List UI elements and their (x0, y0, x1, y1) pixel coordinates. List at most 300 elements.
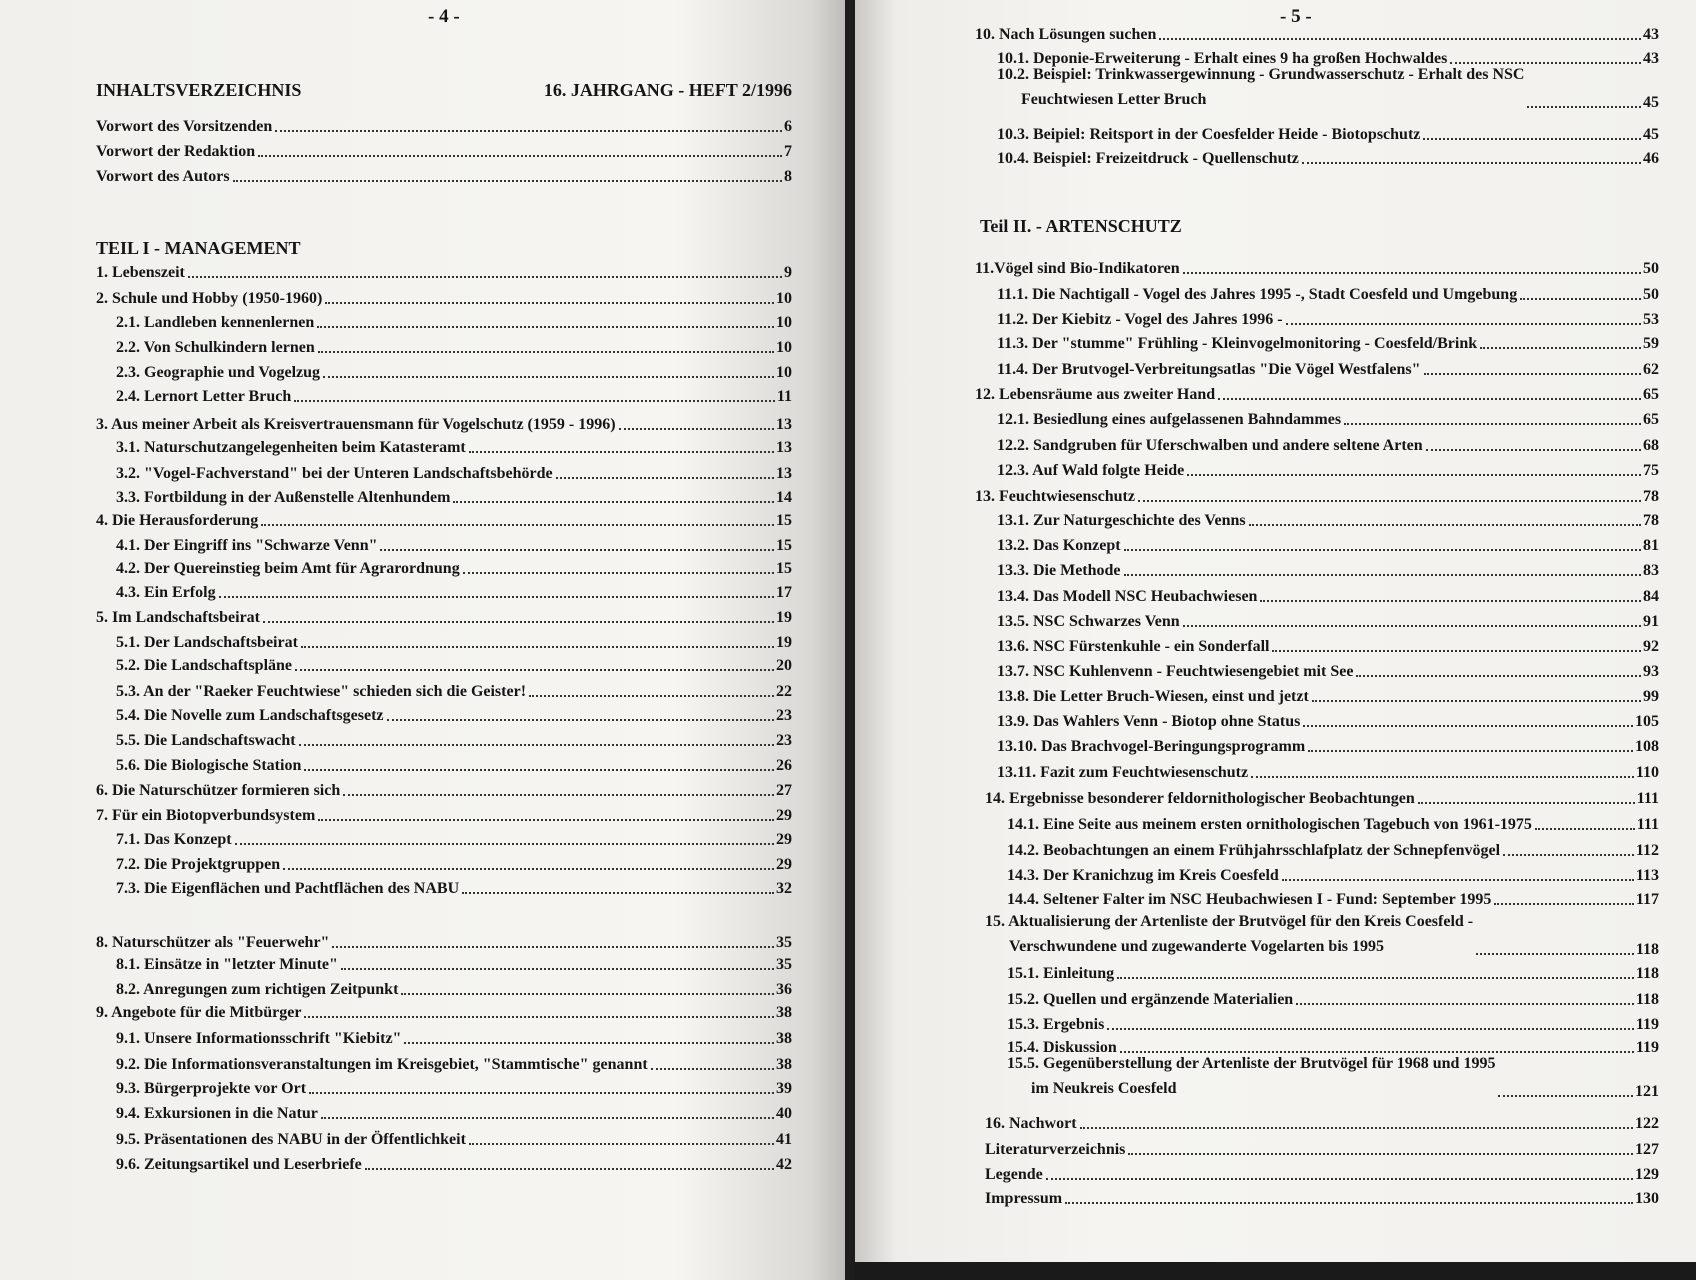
toc-entry-page: 78 (1643, 488, 1659, 505)
toc-entry (975, 607, 1659, 631)
toc-entry (96, 483, 792, 507)
toc-entry (975, 531, 1659, 555)
toc-dot-leader (1128, 1153, 1633, 1155)
toc-entry-page: 84 (1643, 588, 1659, 605)
toc-entry-title: 13.2. Das Konzept (997, 537, 1121, 554)
toc-entry-page: 40 (776, 1105, 792, 1122)
toc-entry-title: 11.Vögel sind Bio-Indikatoren (975, 260, 1180, 277)
toc-entry-page: 13 (776, 439, 792, 456)
toc-entry-page: 38 (776, 1004, 792, 1021)
toc-entry (975, 305, 1659, 329)
toc-entry-title: Legende (985, 1166, 1043, 1183)
toc-dot-leader (318, 819, 774, 821)
toc-entry (96, 850, 792, 874)
toc-entry-page: 46 (1643, 150, 1659, 167)
toc-entry-page: 27 (776, 782, 792, 799)
toc-entry-page: 68 (1643, 437, 1659, 454)
toc-entry (96, 1024, 792, 1048)
toc-dot-leader (1308, 750, 1633, 752)
toc-entry (975, 861, 1659, 885)
toc-entry-title: Vorwort der Redaktion (96, 143, 256, 160)
toc-entry-title: 13.9. Das Wahlers Venn - Biotop ohne Status (997, 713, 1301, 730)
toc-entry-title: 13.4. Das Modell NSC Heubachwiesen (997, 588, 1258, 605)
toc-entry-page: 39 (776, 1080, 792, 1097)
toc-dot-leader (1138, 500, 1641, 502)
toc-entry-page: 13 (776, 465, 792, 482)
toc-entry-page: 15 (776, 512, 792, 529)
toc-entry-page: 65 (1643, 411, 1659, 428)
toc-entry-title: 13.1. Zur Naturgeschichte des Venns (997, 512, 1246, 529)
toc-dot-leader (318, 351, 774, 353)
toc-entry-page: 118 (1635, 941, 1659, 958)
toc-dot-leader (332, 946, 774, 948)
toc-entry-page: 19 (776, 609, 792, 626)
toc-dot-leader (1498, 1095, 1633, 1097)
toc-entry (96, 1050, 792, 1074)
toc-dot-leader (261, 524, 774, 526)
toc-entry (975, 657, 1659, 681)
toc-entry-title: 15.1. Einleitung (1007, 965, 1115, 982)
toc-dot-leader (325, 302, 774, 304)
toc-entry (975, 254, 1659, 278)
toc-dot-leader (1065, 1202, 1633, 1204)
toc-entry-title: 13.3. Die Methode (997, 562, 1121, 579)
toc-entry (975, 482, 1659, 506)
toc-dot-leader (1249, 524, 1641, 526)
toc-dot-leader (1046, 1178, 1633, 1180)
toc-entry (975, 456, 1659, 480)
toc-entry-title: 9. Angebote für die Mitbürger (96, 1004, 302, 1021)
toc-entry-page: 122 (1635, 1115, 1659, 1132)
toc-entry (975, 810, 1659, 834)
toc-dot-leader (619, 428, 774, 430)
toc-entry (96, 950, 792, 974)
toc-dot-leader (1296, 1003, 1634, 1005)
toc-entry-page: 62 (1643, 361, 1659, 378)
toc-entry-title: 15.5. Gegenüberstellung der Artenliste der Brutvögel für 1968 und 1995 im Neukreis Coesfeld (1007, 1055, 1496, 1097)
toc-entry (975, 1135, 1659, 1159)
toc-entry (96, 628, 792, 652)
toc-entry (96, 701, 792, 725)
toc-entry (975, 280, 1659, 304)
toc-entry-page: 50 (1643, 260, 1659, 277)
toc-dot-leader (235, 843, 774, 845)
toc-entry-page: 99 (1643, 688, 1659, 705)
toc-entry-title: 11.3. Der "stumme" Frühling - Kleinvogelmonitoring - Coesfeld/Brink (997, 335, 1478, 352)
toc-entry-page: 36 (776, 981, 792, 998)
toc-dot-leader (295, 669, 774, 671)
toc-dot-leader (258, 155, 782, 157)
toc-entry (975, 1160, 1659, 1184)
toc-header (96, 80, 792, 101)
toc-entry (96, 1150, 792, 1174)
toc-dot-leader (401, 993, 774, 995)
toc-entry (96, 677, 792, 701)
toc-entry-page: 10 (776, 290, 792, 307)
toc-entry (975, 329, 1659, 353)
toc-dot-leader (1218, 398, 1641, 400)
toc-entry (96, 433, 792, 457)
toc-dot-leader (304, 769, 774, 771)
toc-entry-title: 5.5. Die Landschaftswacht (116, 732, 296, 749)
toc-entry-page: 19 (776, 634, 792, 651)
toc-entry-page: 7 (784, 143, 792, 160)
toc-dot-leader (1159, 38, 1641, 40)
toc-entry-title: 2.2. Von Schulkindern lernen (116, 339, 315, 356)
toc-entry-page: 42 (776, 1156, 792, 1173)
toc-dot-leader (1107, 1028, 1634, 1030)
toc-entry (975, 144, 1659, 168)
toc-entry-title: 8.1. Einsätze in "letzter Minute" (116, 956, 338, 973)
toc-entry (975, 784, 1659, 808)
toc-dot-leader (453, 501, 774, 503)
toc-entry-title: 12.2. Sandgruben für Uferschwalben und andere seltene Arten (997, 437, 1423, 454)
toc-entry (96, 258, 792, 282)
toc-entry-page: 45 (1643, 126, 1659, 143)
toc-entry (96, 308, 792, 332)
toc-entry-title: 9.1. Unsere Informationsschrift "Kiebitz" (116, 1030, 402, 1047)
toc-dot-leader (529, 695, 774, 697)
toc-entry-title: 9.4. Exkursionen in die Natur (116, 1105, 318, 1122)
toc-entry-title: 11.4. Der Brutvogel-Verbreitungsatlas "Die Vögel Westfalens" (997, 361, 1421, 378)
toc-entry-page: 53 (1643, 311, 1659, 328)
toc-entry-page: 9 (784, 264, 792, 281)
toc-dot-leader (1302, 162, 1641, 164)
toc-dot-leader (1503, 854, 1634, 856)
toc-dot-leader (275, 130, 782, 132)
toc-entry-title: 9.3. Bürgerprojekte vor Ort (116, 1080, 307, 1097)
toc-entry-page: 65 (1643, 386, 1659, 403)
toc-entry-title: 5. Im Landschaftsbeirat (96, 609, 261, 626)
toc-entry (975, 1010, 1659, 1034)
toc-entry (96, 801, 792, 825)
toc-entry-title: 12. Lebensräume aus zweiter Hand (975, 386, 1216, 403)
toc-dot-leader (233, 180, 782, 182)
toc-entry-title: 13.8. Die Letter Bruch-Wiesen, einst und jetzt (997, 688, 1309, 705)
toc-entry-title: 15.4. Diskussion (1007, 1039, 1117, 1056)
toc-entry (975, 20, 1659, 44)
toc-entry-page: 17 (776, 584, 792, 601)
toc-dot-leader (469, 1143, 774, 1145)
toc-entry-page: 112 (1635, 842, 1659, 859)
toc-dot-leader (1426, 449, 1641, 451)
toc-entry (975, 682, 1659, 706)
toc-entry (96, 459, 792, 483)
toc-entry-page: 130 (1635, 1190, 1659, 1207)
toc-dot-leader (1418, 802, 1635, 804)
toc-entry-page: 23 (776, 732, 792, 749)
toc-entry-page: 111 (1636, 790, 1659, 807)
toc-entry (96, 998, 792, 1022)
toc-entry-title: 16. Nachwort (985, 1115, 1077, 1132)
toc-entry-title: 5.6. Die Biologische Station (116, 757, 302, 774)
toc-entry (975, 355, 1659, 379)
toc-entry-page: 91 (1643, 613, 1659, 630)
toc-entry-title: 7.3. Die Eigenflächen und Pachtflächen des NABU (116, 880, 460, 897)
toc-dot-leader (1272, 650, 1641, 652)
toc-entry (975, 582, 1659, 606)
toc-entry (96, 975, 792, 999)
toc-dot-leader (283, 868, 774, 870)
toc-dot-leader (1282, 879, 1634, 881)
toc-entry-page: 22 (776, 683, 792, 700)
toc-entry-page: 117 (1635, 891, 1659, 908)
toc-entry-title: 10.3. Beipiel: Reitsport in der Coesfelder Heide - Biotopschutz (997, 126, 1421, 143)
toc-entry-title: 9.2. Die Informationsveranstaltungen im Kreisgebiet, "Stammtische" genannt (116, 1056, 648, 1073)
toc-entry-page: 93 (1643, 663, 1659, 680)
toc-entry-page: 15 (776, 537, 792, 554)
toc-entry (975, 380, 1659, 404)
toc-entry-title: Literaturverzeichnis (985, 1141, 1126, 1158)
toc-dot-leader (301, 646, 774, 648)
toc-dot-leader (1520, 298, 1641, 300)
toc-entry-title: 14.2. Beobachtungen an einem Frühjahrsschlafplatz der Schnepfenvögel (1007, 842, 1501, 859)
toc-entry-page: 10 (776, 364, 792, 381)
toc-entry-title: 10.4. Beispiel: Freizeitdruck - Quellenschutz (997, 150, 1299, 167)
toc-dot-leader (263, 621, 774, 623)
toc-entry (975, 506, 1659, 530)
toc-entry-page: 10 (776, 314, 792, 331)
toc-dot-leader (1183, 625, 1641, 627)
toc-entry (96, 726, 792, 750)
toc-entry (96, 333, 792, 357)
toc-dot-leader (321, 1117, 774, 1119)
toc-dot-leader (1183, 272, 1641, 274)
toc-entry-title: 13. Feuchtwiesenschutz (975, 488, 1135, 505)
toc-entry-page: 38 (776, 1030, 792, 1047)
toc-entry-title: 14.1. Eine Seite aus meinem ersten ornithologischen Tagebuch von 1961-1975 (1007, 816, 1532, 833)
toc-entry-title: 15. Aktualisierung der Artenliste der Brutvögel für den Kreis Coesfeld - Verschwundene und zugewanderte Vogelarten bis 1995 (985, 913, 1474, 955)
toc-entry-page: 38 (776, 1056, 792, 1073)
toc-entry-page: 121 (1635, 1083, 1659, 1100)
toc-entry-page: 11 (776, 388, 792, 405)
page-number: - 4 - (428, 6, 460, 27)
toc-dot-leader (380, 549, 774, 551)
toc-dot-leader (1187, 474, 1641, 476)
toc-entry (96, 776, 792, 800)
scan-edge (855, 1262, 1696, 1280)
toc-entry (96, 603, 792, 627)
toc-entry-title: 15.3. Ergebnis (1007, 1016, 1105, 1033)
toc-entry-page: 129 (1635, 1166, 1659, 1183)
toc-entry (96, 506, 792, 530)
toc-entry-title: 3.3. Fortbildung in der Außenstelle Altenhundem (116, 489, 451, 506)
toc-dot-leader (463, 572, 774, 574)
toc-dot-leader (1124, 574, 1641, 576)
toc-dot-leader (1535, 828, 1635, 830)
toc-dot-leader (1286, 323, 1641, 325)
toc-dot-leader (1117, 977, 1634, 979)
toc-entry (96, 578, 792, 602)
toc-entry-title: 13.10. Das Brachvogel-Beringungsprogramm (997, 738, 1306, 755)
toc-entry (975, 1053, 1659, 1101)
toc-dot-leader (1080, 1127, 1633, 1129)
toc-entry-page: 29 (776, 831, 792, 848)
toc-dot-leader (294, 400, 775, 402)
toc-entry-page: 32 (776, 880, 792, 897)
left-page (0, 0, 845, 1280)
toc-entry-page: 6 (784, 118, 792, 135)
toc-dot-leader (1251, 776, 1634, 778)
toc-dot-leader (469, 451, 774, 453)
toc-entry-title: 5.4. Die Novelle zum Landschaftsgesetz (116, 707, 384, 724)
toc-entry-page: 59 (1643, 335, 1659, 352)
toc-entry (96, 1099, 792, 1123)
toc-entry-page: 26 (776, 757, 792, 774)
toc-dot-leader (1424, 373, 1641, 375)
toc-entry-page: 108 (1635, 738, 1659, 755)
toc-entry (975, 985, 1659, 1009)
toc-entry-title: 12.3. Auf Wald folgte Heide (997, 462, 1185, 479)
toc-entry (96, 382, 792, 406)
toc-entry (975, 556, 1659, 580)
toc-entry-title: 4.1. Der Eingriff ins "Schwarze Venn" (116, 537, 378, 554)
toc-entry-page: 50 (1643, 286, 1659, 303)
toc-entry-page: 10 (776, 339, 792, 356)
toc-dot-leader (219, 596, 774, 598)
toc-entry-page: 15 (776, 560, 792, 577)
toc-entry-title: 14.4. Seltener Falter im NSC Heubachwiesen I - Fund: September 1995 (1007, 891, 1492, 908)
toc-entry (975, 885, 1659, 909)
toc-entry (975, 64, 1659, 112)
toc-dot-leader (1312, 700, 1641, 702)
toc-entry-title: 2. Schule und Hobby (1950-1960) (96, 290, 323, 307)
toc-entry-page: 75 (1643, 462, 1659, 479)
toc-entry (975, 959, 1659, 983)
toc-entry-page: 41 (776, 1131, 792, 1148)
part-title: Teil II. - ARTENSCHUTZ (980, 216, 1182, 236)
toc-entry-title: 13.7. NSC Kuhlenvenn - Feuchtwiesengebiet mit See (997, 663, 1354, 680)
toc-entry-page: 92 (1643, 638, 1659, 655)
toc-entry-page: 35 (776, 956, 792, 973)
toc-dot-leader (651, 1068, 774, 1070)
toc-entry-title: 6. Die Naturschützer formieren sich (96, 782, 341, 799)
toc-entry-page: 119 (1635, 1016, 1659, 1033)
toc-entry-title: 3. Aus meiner Arbeit als Kreisvertrauensmann für Vogelschutz (1959 - 1996) (96, 416, 616, 433)
toc-entry (96, 112, 792, 136)
toc-entry-page: 127 (1635, 1141, 1659, 1158)
toc-entry-title: 9.6. Zeitungsartikel und Leserbriefe (116, 1156, 362, 1173)
toc-dot-leader (343, 794, 774, 796)
toc-entry-title: 10.2. Beispiel: Trinkwassergewinnung - Grundwasserschutz - Erhalt des NSC Feuchtwiesen Letter Bruch (997, 66, 1525, 108)
toc-entry-page: 29 (776, 807, 792, 824)
toc-entry (96, 284, 792, 308)
toc-entry (975, 632, 1659, 656)
toc-dot-leader (556, 477, 774, 479)
toc-entry-title: 15.2. Quellen und ergänzende Materialien (1007, 991, 1294, 1008)
toc-entry-page: 13 (776, 416, 792, 433)
toc-entry-title: 7. Für ein Biotopverbundsystem (96, 807, 316, 824)
toc-dot-leader (1356, 675, 1641, 677)
toc-dot-leader (1303, 725, 1633, 727)
right-page (855, 0, 1696, 1262)
toc-entry-title: 13.11. Fazit zum Feuchtwiesenschutz (997, 764, 1249, 781)
issue-label: 16. JAHRGANG - HEFT 2/1996 (543, 80, 792, 100)
toc-entry-page: 110 (1635, 764, 1659, 781)
toc-entry (96, 874, 792, 898)
toc-entry-page: 111 (1636, 816, 1659, 833)
toc-entry-title: 7.1. Das Konzept (116, 831, 232, 848)
toc-dot-leader (299, 744, 774, 746)
toc-entry-title: Vorwort des Autors (96, 168, 230, 185)
toc-entry (96, 358, 792, 382)
toc-entry (96, 1074, 792, 1098)
toc-entry (975, 1184, 1659, 1208)
toc-entry-title: Vorwort des Vorsitzenden (96, 118, 273, 135)
toc-entry-title: 8.2. Anregungen zum richtigen Zeitpunkt (116, 981, 399, 998)
toc-entry-page: 119 (1635, 1039, 1659, 1056)
toc-dot-leader (365, 1168, 774, 1170)
toc-entry-title: 5.2. Die Landschaftspläne (116, 657, 293, 674)
toc-entry-page: 83 (1643, 562, 1659, 579)
toc-entry-title: 5.1. Der Landschaftsbeirat (116, 634, 298, 651)
toc-entry-title: 13.6. NSC Fürstenkuhle - ein Sonderfall (997, 638, 1270, 655)
toc-entry (96, 162, 792, 186)
toc-dot-leader (1480, 347, 1641, 349)
toc-entry (975, 732, 1659, 756)
toc-entry (975, 405, 1659, 429)
toc-entry-page: 43 (1643, 50, 1659, 67)
part-title: TEIL I - MANAGEMENT (96, 238, 301, 258)
toc-entry (96, 410, 792, 434)
toc-entry (96, 1125, 792, 1149)
toc-entry-title: 11.1. Die Nachtigall - Vogel des Jahres 1995 -, Stadt Coesfeld und Umgebung (997, 286, 1518, 303)
toc-entry-title: 4.3. Ein Erfolg (116, 584, 216, 601)
toc-entry-title: 4. Die Herausforderung (96, 512, 259, 529)
toc-entry (96, 651, 792, 675)
toc-dot-leader (304, 1016, 774, 1018)
toc-entry (975, 431, 1659, 455)
toc-entry-title: 13.5. NSC Schwarzes Venn (997, 613, 1180, 630)
toc-dot-leader (404, 1042, 774, 1044)
toc-entry-page: 35 (776, 934, 792, 951)
toc-dot-leader (387, 719, 774, 721)
toc-entry (975, 911, 1659, 959)
toc-dot-leader (1344, 423, 1641, 425)
toc-entry-page: 81 (1643, 537, 1659, 554)
toc-entry-title: 7.2. Die Projektgruppen (116, 856, 281, 873)
toc-entry (96, 825, 792, 849)
toc-heading: INHALTSVERZEICHNIS (96, 80, 302, 100)
toc-entry-title: 2.4. Lernort Letter Bruch (116, 388, 292, 405)
toc-entry-page: 118 (1635, 991, 1659, 1008)
toc-entry-title: 3.2. "Vogel-Fachverstand" bei der Unteren Landschaftsbehörde (116, 465, 553, 482)
toc-entry-page: 20 (776, 657, 792, 674)
toc-dot-leader (462, 892, 774, 894)
toc-dot-leader (188, 276, 782, 278)
page-number: - 5 - (1280, 6, 1312, 27)
toc-entry (975, 120, 1659, 144)
toc-entry-page: 8 (784, 168, 792, 185)
toc-entry-title: 12.1. Besiedlung eines aufgelassenen Bahndammes (997, 411, 1342, 428)
toc-entry-page: 29 (776, 856, 792, 873)
toc-entry (96, 751, 792, 775)
toc-entry (96, 531, 792, 555)
toc-entry-page: 78 (1643, 512, 1659, 529)
toc-entry-title: 4.2. Der Quereinstieg beim Amt für Agrarordnung (116, 560, 460, 577)
toc-entry-title: 14. Ergebnisse besonderer feldornithologischer Beobachtungen (985, 790, 1415, 807)
toc-dot-leader (1494, 903, 1633, 905)
toc-entry-title: 3.1. Naturschutzangelegenheiten beim Katasteramt (116, 439, 466, 456)
toc-entry (975, 836, 1659, 860)
book-gutter (845, 0, 855, 1280)
toc-entry-page: 45 (1643, 94, 1659, 111)
toc-dot-leader (341, 968, 774, 970)
toc-entry-page: 118 (1635, 965, 1659, 982)
toc-entry-page: 43 (1643, 26, 1659, 43)
toc-dot-leader (1423, 138, 1641, 140)
toc-entry-title: 2.3. Geographie und Vogelzug (116, 364, 321, 381)
